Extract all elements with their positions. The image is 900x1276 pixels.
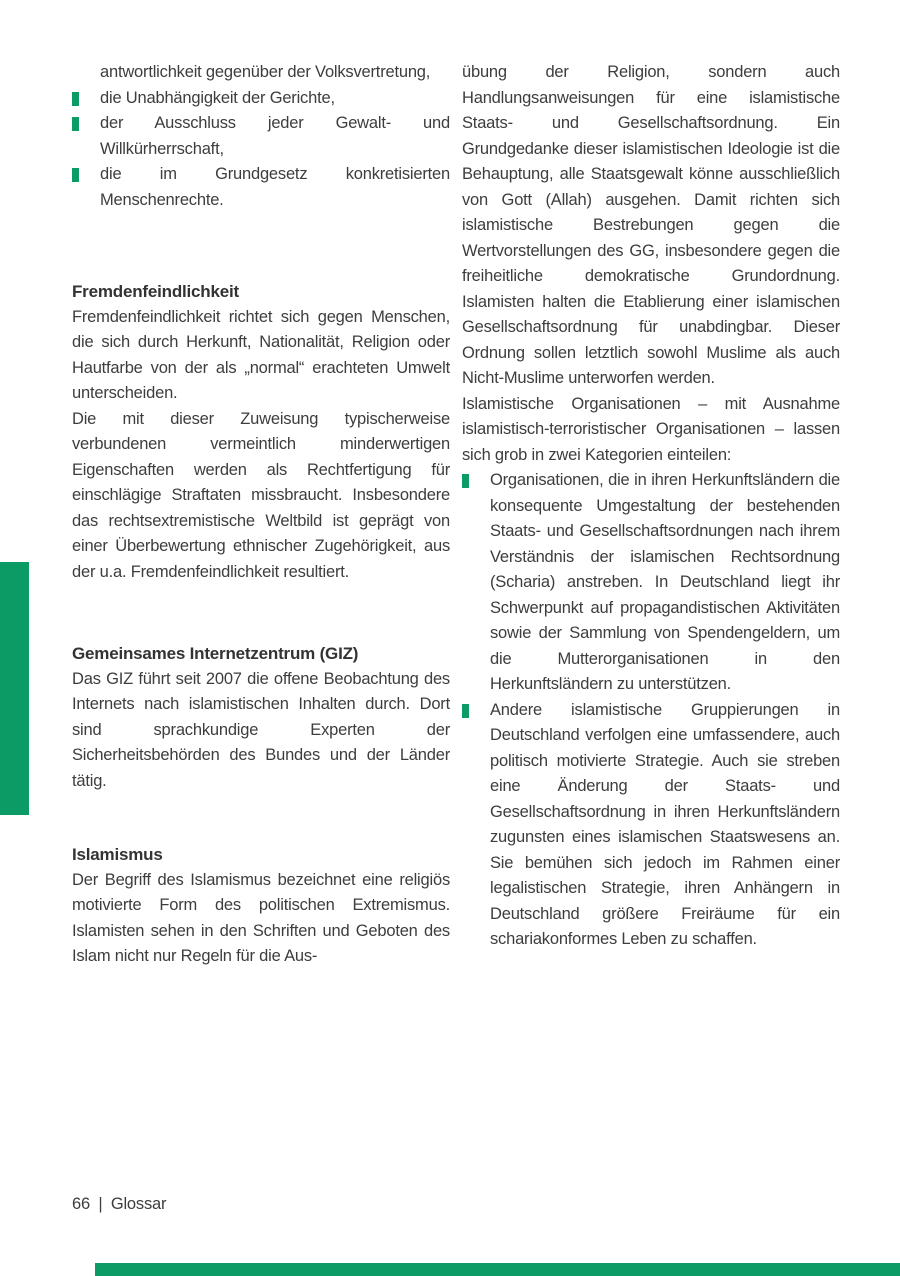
footer-divider: | [98, 1195, 103, 1213]
footer-section-label: Glossar [110, 1195, 167, 1213]
list-item-text: die Unabhängigkeit der Gerichte, [100, 88, 335, 107]
paragraph-fremdenfeindlichkeit-2: Die mit dieser Zuweisung typischerweise verbundenen vermeintlich minderwertigen Eigenschaften werden als Rechtfertigung für einschlägige Straftaten missbraucht. Insbesondere das rechtsextremistische Weltbild ist geprägt von einer Überbewertung ethnischer Zugehörigkeit, aus der u.a. Fremdenfeindlichkeit resultiert. [72, 409, 450, 581]
list-item [72, 162, 450, 213]
paragraph-fremdenfeindlichkeit-1: Fremdenfeindlichkeit richtet sich gegen Menschen, die sich durch Herkunft, Nationalität, Religion oder Hautfarbe von der als „normal“ erachteten Umwelt unterscheiden. [72, 307, 450, 402]
list-item [72, 60, 450, 86]
paragraph-giz: Das GIZ führt seit 2007 die offene Beobachtung des Internets nach islamistischen Inhalten durch. Dort sind sprachkundige Experten der Sicherheitsbehörden des Bundes und der Länder tätig. [72, 669, 450, 790]
paragraph-islamistische-organisationen: Islamistische Organisationen – mit Ausnahme islamistisch-terroristischer Organisationen – lassen sich grob in zwei Kategorien einteilen: [462, 394, 840, 464]
heading-giz: Gemeinsames Internetzentrum (GIZ) [72, 644, 359, 663]
paragraph-islamismus-continuation: übung der Religion, sondern auch Handlungsanweisungen für eine islamistische Staats- und Gesellschaftsordnung. Ein Grundgedanke dieser islamistischen Ideologie ist die Behauptung, alle Staatsgewalt könne ausschließlich von Gott (Allah) ausgehen. Damit richten sich islamistische Bestrebungen gegen die Wertvorstellungen des GG, insbesondere gegen die freiheitliche demokratische Grundordnung. Islamisten halten die Etablierung einer islamischen Gesellschaftsordnung für unabdingbar. Dieser Ordnung sollen letztlich sowohl Muslime als auch Nicht-Muslime unterworfen werden. [462, 63, 840, 387]
list-item-text: antwortlichkeit gegenüber der Volksvertretung, [100, 63, 431, 81]
list-item [462, 698, 840, 953]
list-item-text: Andere islamistische Gruppierungen in Deutschland verfolgen eine umfassendere, auch politisch motivierte Strategie. Auch sie streben eine Änderung der Staats- und Gesellschaftsordnung in ihren Herkunftsländern zugunsten eines islamischen Staatswesens an. Sie bemühen sich jedoch im Rahmen einer legalistischen Strategie, ihren Anhängern in Deutschland größere Freiräume für ein schariakonformes Leben zu schaffen. [490, 700, 840, 948]
heading-islamismus: Islamismus [72, 845, 163, 864]
page-number: 66 [72, 1195, 90, 1213]
right-column [462, 60, 840, 953]
page-bottom-accent-bar [95, 1263, 900, 1276]
list-item [72, 111, 450, 162]
bullet-marker-icon [72, 117, 79, 131]
heading-fremdenfeindlichkeit: Fremdenfeindlichkeit [72, 282, 239, 301]
page-edge-accent-bar [0, 562, 29, 815]
list-item-text: die im Grundgesetz konkretisierten Menschenrechte. [100, 165, 450, 209]
principles-list [72, 60, 450, 213]
list-item [462, 468, 840, 698]
organisation-categories-list [462, 468, 840, 953]
list-item-text: Organisationen, die in ihren Herkunftsländern die konsequente Umgestaltung der bestehenden Staats- und Gesellschaftsordnungen nach ihrem Verständnis der islamischen Rechtsordnung (Scharia) anstreben. In Deutschland liegt ihr Schwerpunkt auf propagandistischen Aktivitäten sowie der Sammlung von Spendengeldern, um die Mutterorganisationen in den Herkunftsländern zu unterstützen. [490, 471, 840, 693]
bullet-marker-icon [462, 704, 469, 718]
page-footer [72, 1195, 170, 1214]
list-item [72, 86, 450, 112]
bullet-marker-icon [462, 474, 469, 488]
bullet-marker-icon [72, 168, 79, 182]
list-item-text: der Ausschluss jeder Gewalt- und Willkürherrschaft, [100, 114, 450, 158]
paragraph-islamismus: Der Begriff des Islamismus bezeichnet eine religiös motivierte Form des politischen Extremismus. Islamisten sehen in den Schriften und Geboten des Islam nicht nur Regeln für die Aus- [72, 870, 450, 965]
bullet-marker-icon [72, 92, 79, 106]
left-column [72, 60, 450, 970]
